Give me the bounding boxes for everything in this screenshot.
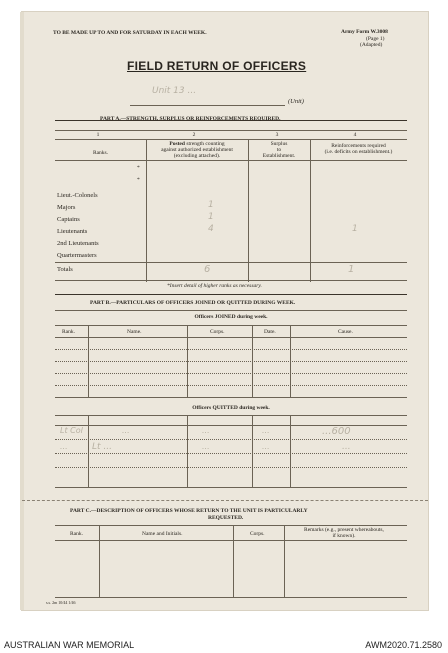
part-b-title: PART B.—PARTICULARS OF OFFICERS JOINED OR QUITTED DURING WEEK. — [90, 300, 296, 306]
quitted-row-line-2 — [55, 453, 407, 454]
col-posted-header — [146, 141, 248, 159]
part-c-col-corps: Corps. — [250, 531, 265, 537]
unit-label: (Unit) — [288, 98, 304, 105]
part-c-title-line-1: PART C.—DESCRIPTION OF OFFICERS WHOSE RETURN TO THE UNIT IS PARTICULARLY — [70, 508, 308, 514]
reinf-lieutenants-mark: 1 — [352, 224, 358, 234]
joined-row-line-1 — [55, 349, 407, 350]
joined-row-line-4 — [55, 385, 407, 386]
ranks-list — [57, 190, 99, 262]
quitted-row-2-date: ... — [262, 442, 270, 451]
part-a-title: PART A.—STRENGTH, SURPLUS OR REINFORCEMENTS REQUIRED. — [100, 116, 281, 122]
col-posted-line-2: against authorized establishment — [161, 147, 233, 153]
joined-header-top-rule — [55, 325, 407, 326]
part-c-col-remarks — [284, 527, 404, 539]
quitted-row-2-name: Lt ... — [92, 442, 112, 452]
quitted-row-1-corps: ... — [202, 426, 210, 435]
col-posted-rest: strength counting — [184, 141, 225, 147]
joined-row-line-2 — [55, 361, 407, 362]
reinf-total-mark: 1 — [348, 264, 355, 275]
quitted-header-top-rule — [55, 415, 407, 416]
joined-title: Officers JOINED during week. — [194, 314, 268, 320]
unit-line — [130, 105, 285, 106]
quitted-row-1-date: ... — [262, 426, 270, 435]
part-c-bottom-rule — [55, 597, 407, 598]
part-c-col-rank: Rank. — [70, 531, 83, 537]
footer-left: AUSTRALIAN WAR MEMORIAL — [4, 640, 135, 650]
form-paper — [22, 12, 428, 610]
joined-bottom-rule — [55, 397, 407, 398]
print-code: s.s. 2m 10/44 1/46 — [46, 600, 76, 605]
totals-label: Totals — [57, 266, 73, 273]
col-posted-line-3: (excluding attached). — [173, 153, 221, 159]
totals-top-rule — [55, 262, 407, 263]
footer-right: AWM2020.71.2580 — [365, 640, 442, 650]
quitted-divider-1 — [88, 415, 89, 487]
posted-majors-mark: 1 — [208, 200, 214, 210]
star-marker-2: * — [137, 177, 140, 183]
col-number-4: 4 — [353, 132, 357, 138]
quitted-row-2-rank: ... — [60, 442, 68, 451]
part-a-rule-3 — [55, 139, 407, 140]
part-a-header-rule — [55, 160, 407, 161]
quitted-row-1-cause: ...600 — [322, 426, 351, 437]
part-c-remarks-line-2: if known). — [332, 533, 356, 539]
quitted-divider-2 — [187, 415, 188, 487]
part-a-rule-2 — [55, 130, 407, 131]
col-ranks-header: Ranks. — [92, 150, 109, 156]
rank-majors: Majors — [57, 204, 76, 211]
part-c-col-name: Name and Initials. — [142, 531, 183, 537]
col-reinf-header — [310, 143, 407, 155]
archive-footer — [0, 636, 448, 653]
col-reinf-line-2: (i.e. deficits on establishment.) — [324, 149, 393, 155]
col-surplus-line-3: Establishment. — [262, 153, 296, 159]
quitted-row-line-3 — [55, 467, 407, 468]
posted-total-mark: 6 — [204, 264, 211, 275]
rank-lieutenants: Lieutenants — [57, 228, 88, 235]
part-c-remarks-line-1: Remarks (e.g., present whereabouts, — [304, 527, 384, 533]
part-a-bottom-rule — [55, 294, 407, 295]
totals-bottom-rule — [55, 280, 407, 281]
col-surplus-line-2: to — [276, 147, 282, 153]
quitted-row-1-rank: Lt Col — [60, 426, 83, 435]
joined-col-name: Name. — [127, 329, 142, 335]
col-surplus-header — [248, 141, 310, 159]
joined-row-line-3 — [55, 373, 407, 374]
part-c-title-line-2: REQUESTED. — [208, 515, 244, 521]
rank-quartermasters: Quartermasters — [57, 252, 97, 259]
col-number-2: 2 — [192, 132, 196, 138]
joined-col-date: Date. — [264, 329, 276, 335]
col-number-1: 1 — [96, 132, 100, 138]
page-title: FIELD RETURN OF OFFICERS — [127, 59, 307, 73]
col-surplus-line-1: Surplus — [270, 141, 288, 147]
rank-2nd-lieutenants: 2nd Lieutenants — [57, 240, 99, 247]
col-reinf-line-1: Reinforcements required — [331, 143, 386, 149]
part-c-divider-2 — [233, 525, 234, 597]
col-posted-bold: Posted — [169, 141, 185, 147]
part-b-rule-1 — [55, 310, 407, 311]
joined-col-corps: Corps. — [210, 329, 225, 335]
posted-lieutenants-mark: 4 — [208, 224, 214, 234]
fold-line — [22, 500, 428, 501]
joined-col-rank: Rank. — [62, 329, 75, 335]
joined-col-cause: Cause. — [338, 329, 353, 335]
star-marker-1: * — [137, 165, 140, 171]
part-c-header-bottom-rule — [55, 540, 407, 541]
quitted-row-1-name: ... — [122, 426, 130, 435]
part-c-header-top-rule — [55, 525, 407, 526]
part-c-divider-1 — [99, 525, 100, 597]
quitted-bottom-rule — [55, 487, 407, 488]
quitted-row-2-cause: ... — [342, 442, 351, 452]
part-a-footnote: *Insert detail of higher ranks as necessary. — [167, 283, 262, 289]
quitted-row-line-1 — [55, 439, 407, 440]
form-adapted: (Adapted) — [360, 42, 383, 48]
quitted-divider-4 — [290, 415, 291, 487]
form-page: (Page 1) — [366, 36, 385, 42]
instruction-text: TO BE MADE UP TO AND FOR SATURDAY IN EACH WEEK. — [53, 30, 207, 36]
quitted-title: Officers QUITTED during week. — [192, 405, 270, 411]
posted-captains-mark: 1 — [208, 212, 214, 222]
rank-captains: Captains — [57, 216, 80, 223]
rank-lieut-colonels: Lieut.-Colonels — [57, 192, 98, 199]
quitted-header-bottom-rule — [55, 425, 407, 426]
col-number-3: 3 — [275, 132, 279, 138]
joined-header-bottom-rule — [55, 337, 407, 338]
paper-edge — [20, 12, 24, 610]
form-id: Army Form W.3008 — [341, 29, 388, 35]
quitted-divider-3 — [252, 415, 253, 487]
unit-handwriting: Unit 13 ... — [152, 86, 197, 96]
part-c-divider-3 — [284, 525, 285, 597]
quitted-row-2-corps: ... — [202, 442, 210, 451]
